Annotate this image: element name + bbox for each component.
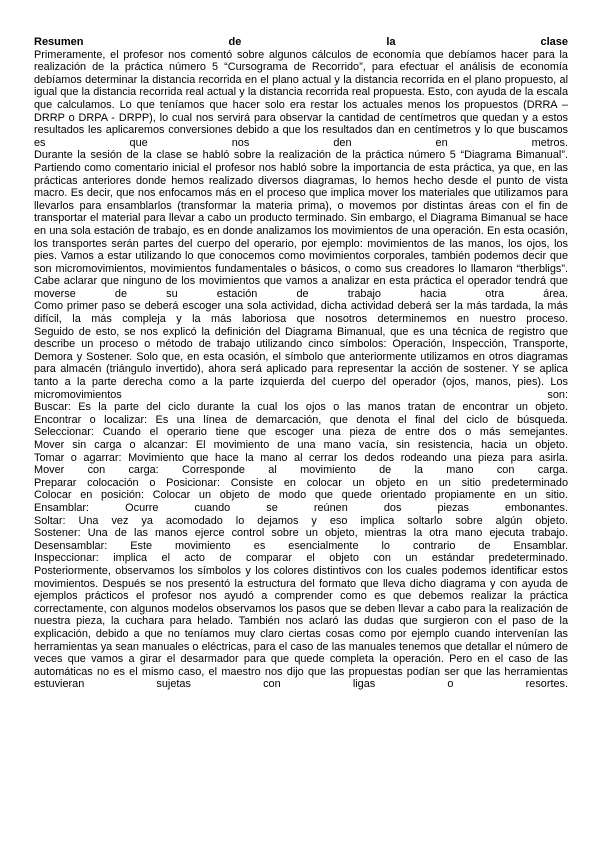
- title-word-3: la: [386, 36, 396, 48]
- therblig-mover-sin-carga: Mover sin carga o alcanzar: El movimiento de una mano vacía, sin resistencia, hacia un objeto.: [34, 439, 568, 451]
- therblig-desensamblar: Desensamblar: Este movimiento es esencialmente lo contrario de Ensamblar.: [34, 539, 568, 552]
- therblig-tomar: Tomar o agarrar: Movimiento que hace la mano al cerrar los dedos rodeando una pieza para asirla.: [34, 451, 568, 464]
- therblig-seleccionar: Seleccionar: Cuando el operario tiene que escoger una pieza de entre dos o más semejantes.: [34, 426, 568, 439]
- title-word-4: clase: [540, 36, 568, 48]
- paragraph-diagrama-bimanual: Durante la sesión de la clase se habló sobre la realización de la práctica número 5 “Diagrama Bimanual”. Partiendo como comentario inicial el profesor nos habló sobre la importancia de esta práctica, ya que, en las prácticas anteriores donde hemos realizado diversos diagramas, lo hemos hecho desde el punto de vista macro. Es decir, que nos enfocamos más en el proceso que implica mover los materiales que utilizamos para llevarlos para ensamblarlos (transformar la materia prima), o movemos por distintas áreas con el fin de transportar el material para llevar a cabo un producto terminado. Sin embargo, el Diagrama Bimanual se hace en una sola estación de trabajo, es en donde analizamos los movimientos de una operación. En esta ocasión, los transportes serán partes del cuerpo del operario, por ejemplo: movimientos de las manos, los ojos, los pies. Vamos a estar utilizando lo que conocemos como movimientos corporales, también podemos decir que son micromovimientos, movimientos fundamentales o básicos, o como sus creadores lo llamaron “therbligs”. Cabe aclarar que ninguno de los movimientos que vamos a analizar en esta práctica el operador tendrá que moverse de su estación de trabajo hacia otra área.: [34, 149, 568, 300]
- title-word-2: de: [228, 36, 242, 48]
- therblig-preparar-colocacion: Preparar colocación o Posicionar: Consiste en colocar un objeto en un sitio predeterminado: [34, 476, 568, 489]
- therblig-mover-con-carga: Mover con carga: Corresponde al movimiento de la mano con carga.: [34, 464, 568, 477]
- therblig-ensamblar: Ensamblar: Ocurre cuando se reúnen dos piezas embonantes.: [34, 501, 568, 514]
- paragraph-definicion: Seguido de esto, se nos explicó la definición del Diagrama Bimanual, que es una técnica de registro que describe un proceso o método de trabajo utilizando cinco símbolos: Operación, Inspección, Transporte, Demora y Sostener. Solo que, en esta ocasión, el símbolo que anteriormente utilizamos en otros diagramas para almacén (triángulo invertido), ahora será aplicado para representar la acción de sostener. Y se aplica tanto a la parte derecha como a la parte izquierda del cuerpo del operador (ojos, manos, pies). Los micromovimientos son:: [34, 325, 568, 401]
- paragraph-posteriormente: Posteriormente, observamos los símbolos y los colores distintivos con los cuales podemos identificar estos movimientos. Después se nos presentó la estructura del formato que lleva dicho diagrama y con ayuda de ejemplos prácticos el profesor nos ayudó a comprender como es que debemos realizar la práctica correctamente, con algunos modelos observamos los pasos que se deben llevar a cabo para la realización de nuestra pieza, la cuchara para helado. También nos aclaró las dudas que surgieron con el paso de la explicación, debido a que no teníamos muy claro ciertas cosas como por ejemplo cuando intervenían las herramientas ya sean manuales o eléctricas, para el caso de las manuales tenemos que detallar el número de veces que vamos a girar el desarmador para que quede completa la operación. Pero en el caso de las automáticas no es el mismo caso, el maestro nos dijo que las propuestas podían ser que las herramientas estuvieran sujetas con ligas o resortes.: [34, 564, 568, 691]
- paragraph-economia: Primeramente, el profesor nos comentó sobre algunos cálculos de economía que debíamos hacer para la realización de la práctica número 5 “Cursograma de Recorrido”, para efectuar el análisis de economía debíamos determinar la distancia recorrida en el plano actual y la distancia recorrida en el plano propuesto, al igual que la distancia recorrida real actual y la distancia recorrida real propuesta. Esto, con ayuda de la escala que calculamos. Lo que teníamos que hacer solo era restar los actuales menos los propuestos (DRRA – DRRP o DRPA - DRPP), lo cual nos servirá para observar la cantidad de centímetros que quedan y a estos resultados les aplicaremos conversiones debido a que los resultados dan en centímetros y lo que buscamos es que nos den en metros.: [34, 48, 568, 149]
- therblig-colocar-en-posicion: Colocar en posición: Colocar un objeto de modo que quede orientado propiamente en un sitio.: [34, 489, 568, 502]
- therblig-buscar: Buscar: Es la parte del ciclo durante la cual los ojos o las manos tratan de encontrar un objeto.: [34, 401, 568, 414]
- therblig-encontrar: Encontrar o localizar: Es una línea de demarcación, que denota el final del ciclo de búsqueda.: [34, 413, 568, 426]
- page-title: [34, 36, 568, 49]
- paragraph-primer-paso: Como primer paso se deberá escoger una sola actividad, dicha actividad deberá ser la más tardada, la más difícil, la más compleja y la más laboriosa que nosotros determinemos en nuestro proceso.: [34, 300, 568, 326]
- therblig-inspeccionar: Inspeccionar: implica el acto de comparar el objeto con un estándar predeterminado.: [34, 552, 568, 565]
- therblig-sostener: Sostener: Una de las manos ejerce control sobre un objeto, mientras la otra mano ejecuta trabajo.: [34, 527, 568, 540]
- therblig-soltar: Soltar: Una vez ya acomodado lo dejamos y eso implica soltarlo sobre algún objeto.: [34, 514, 568, 527]
- document-page: [34, 36, 568, 691]
- title-word-1: Resumen: [34, 36, 84, 48]
